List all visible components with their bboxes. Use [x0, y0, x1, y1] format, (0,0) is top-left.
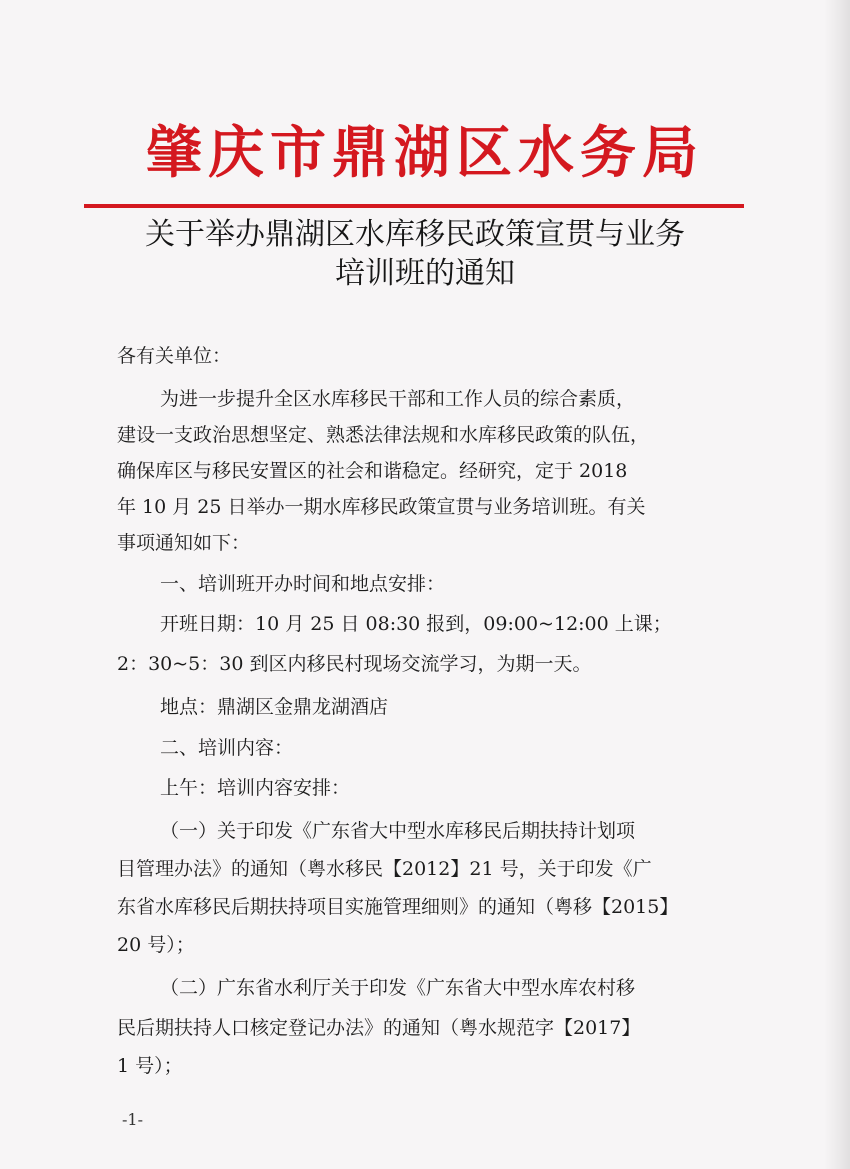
body-line-2: 建设一支政治思想坚定、熟悉法律法规和水库移民政策的队伍， — [117, 424, 650, 446]
body-line-15: 20 号）； — [117, 934, 195, 956]
body-line-14: 东省水库移民后期扶持项目实施管理细则》的通知（粤移【2015】 — [117, 896, 679, 918]
body-line-4: 年 10 月 25 日举办一期水库移民政策宣贯与业务培训班。有关 — [117, 496, 646, 518]
body-line-16: （二）广东省水利厅关于印发《广东省大中型水库农村移 — [160, 977, 636, 999]
page-number: -1- — [122, 1110, 143, 1129]
body-line-7: 开班日期：10 月 25 日 08:30 报到，09:00~12:00 上课； — [160, 613, 672, 635]
body-line-8: 2：30~5：30 到区内移民村现场交流学习，为期一天。 — [117, 653, 592, 675]
body-line-17: 民后期扶持人口核定登记办法》的通知（粤水规范字【2017】 — [117, 1017, 641, 1039]
notice-title-line-1: 关于举办鼎湖区水库移民政策宣贯与业务 — [145, 217, 685, 252]
section-heading-1: 一、培训班开办时间和地点安排： — [160, 573, 446, 595]
section-heading-2: 二、培训内容： — [160, 737, 294, 759]
body-line-3: 确保库区与移民安置区的社会和谐稳定。经研究，定于 2018 — [117, 460, 628, 482]
body-line-9: 地点：鼎湖区金鼎龙湖酒店 — [160, 696, 389, 718]
letterhead-title: 肇庆市鼎湖区水务局 — [146, 120, 704, 186]
salutation: 各有关单位： — [117, 345, 232, 367]
red-divider-line — [84, 204, 744, 208]
body-line-11: 上午：培训内容安排： — [160, 777, 351, 799]
body-line-13: 目管理办法》的通知（粤水移民【2012】21 号，关于印发《广 — [117, 858, 652, 880]
body-line-1: 为进一步提升全区水库移民干部和工作人员的综合素质， — [160, 388, 636, 410]
body-line-5: 事项通知如下： — [117, 532, 251, 554]
body-line-12: （一）关于印发《广东省大中型水库移民后期扶持计划项 — [160, 820, 636, 842]
notice-title-line-2: 培训班的通知 — [335, 256, 515, 291]
body-line-18: 1 号）； — [117, 1055, 183, 1077]
